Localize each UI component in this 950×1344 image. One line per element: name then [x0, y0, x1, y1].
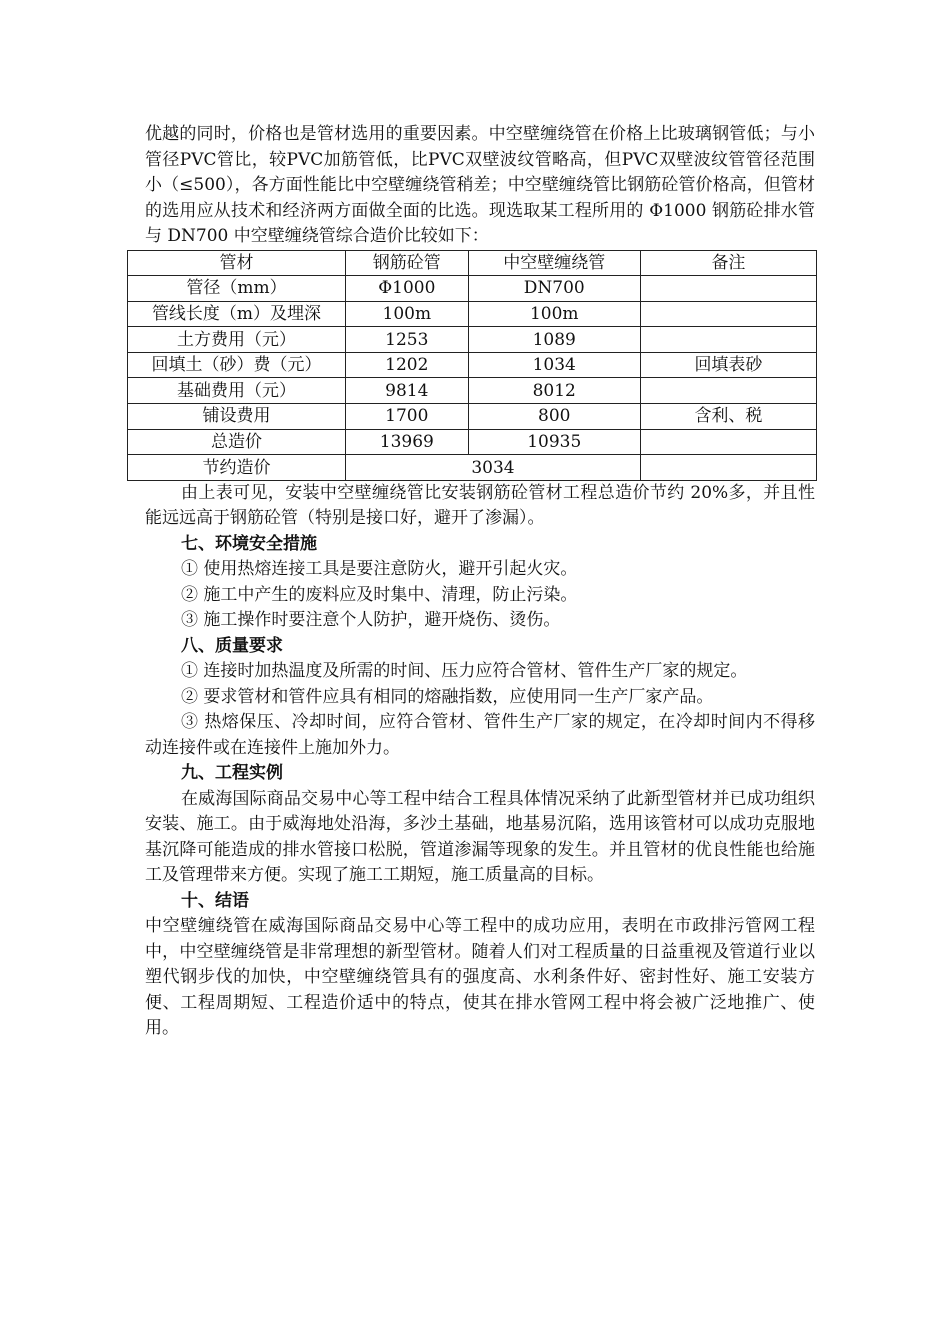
table-cell-empty [640, 455, 816, 481]
list-item: ② 施工中产生的废料应及时集中、清理，防止污染。 [181, 584, 578, 605]
table-cell: 基础费用（元） [128, 378, 346, 404]
table-cell: 13969 [346, 429, 469, 455]
document-body [145, 122, 815, 1042]
table-cell: 1253 [346, 327, 469, 353]
table-cell: 回填土（砂）费（元） [128, 352, 346, 378]
table-cell [640, 301, 816, 327]
table-cell [640, 378, 816, 404]
list-item: ② 要求管材和管件应具有相同的熔融指数，应使用同一生产厂家产品。 [181, 686, 714, 707]
table-cell: 100m [468, 301, 640, 327]
table-cell: 土方费用（元） [128, 327, 346, 353]
table-cell: 1700 [346, 404, 469, 430]
savings-value: 3034 [346, 455, 641, 481]
table-header-row [128, 250, 817, 276]
table-row [128, 404, 817, 430]
table-row [128, 429, 817, 455]
list-item: ③ 施工操作时要注意个人防护，避开烧伤、烫伤。 [181, 610, 561, 631]
table-cell: 1089 [468, 327, 640, 353]
intro-paragraph: 优越的同时，价格也是管材选用的重要因素。中空壁缠绕管在价格上比玻璃钢管低；与小管径PVC管比，较PVC加筋管低，比PVC双壁波纹管略高，但PVC双壁波纹管管径范围小（≤500），各方面性能比中空壁缠绕管稍差；中空壁缠绕管比钢筋砼管价格高，但管材的选用应从技术和经济两方面做全面的比选。现选取某工程所用的 Φ1000 钢筋砼排水管与 DN700 中空壁缠绕管综合造价比较如下： [145, 124, 815, 246]
table-row-savings [128, 455, 817, 481]
list-item: ③ 热熔保压、冷却时间，应符合管材、管件生产厂家的规定，在冷却时间内不得移动连接件或在连接件上施加外力。 [145, 712, 815, 758]
section-9-title: 九、工程实例 [181, 763, 283, 784]
savings-label: 节约造价 [128, 455, 346, 481]
table-header: 管材 [128, 250, 346, 276]
table-header: 中空壁缠绕管 [468, 250, 640, 276]
table-row [128, 301, 817, 327]
table-cell: 总造价 [128, 429, 346, 455]
table-cell: DN700 [468, 276, 640, 302]
table-cell: 10935 [468, 429, 640, 455]
table-cell: 1202 [346, 352, 469, 378]
section-9-text: 在威海国际商品交易中心等工程中结合工程具体情况采纳了此新型管材并已成功组织安装、施工。由于威海地处沿海，多沙土基础，地基易沉陷，选用该管材可以成功克服地基沉降可能造成的排水管接口松脱，管道渗漏等现象的发生。并且管材的优良性能也给施工及管理带来方便。实现了施工工期短，施工质量高的目标。 [145, 788, 815, 886]
table-cell: 铺设费用 [128, 404, 346, 430]
table-row [128, 327, 817, 353]
section-8-title: 八、质量要求 [181, 635, 283, 656]
table-cell: 100m [346, 301, 469, 327]
table-cell: 1034 [468, 352, 640, 378]
list-item: ① 使用热熔连接工具是要注意防火，避开引起火灾。 [181, 559, 578, 580]
table-cell: Φ1000 [346, 276, 469, 302]
table-cell [640, 276, 816, 302]
table-row [128, 378, 817, 404]
section-10-title: 十、结语 [181, 890, 249, 911]
table-row [128, 352, 817, 378]
table-cell [640, 429, 816, 455]
table-cell: 800 [468, 404, 640, 430]
table-cell: 回填表砂 [640, 352, 816, 378]
table-header: 备注 [640, 250, 816, 276]
table-cell: 管线长度（m）及埋深 [128, 301, 346, 327]
table-cell: 含利、税 [640, 404, 816, 430]
section-10-text: 中空壁缠绕管在威海国际商品交易中心等工程中的成功应用，表明在市政排污管网工程中，中空壁缠绕管是非常理想的新型管材。随着人们对工程质量的日益重视及管道行业以塑代钢步伐的加快，中空壁缠绕管具有的强度高、水利条件好、密封性好、施工安装方便、工程周期短、工程造价适中的特点，使其在排水管网工程中将会被广泛地推广、使用。 [145, 916, 815, 1039]
table-header: 钢筋砼管 [346, 250, 469, 276]
table-row [128, 276, 817, 302]
section-7-title: 七、环境安全措施 [181, 533, 317, 554]
table-cell: 管径（mm） [128, 276, 346, 302]
table-cell: 9814 [346, 378, 469, 404]
table-cell: 8012 [468, 378, 640, 404]
table-conclusion: 由上表可见，安装中空壁缠绕管比安装钢筋砼管材工程总造价节约 20%多，并且性能远远高于钢筋砼管（特别是接口好，避开了渗漏）。 [145, 482, 815, 529]
cost-comparison-table [127, 250, 817, 481]
list-item: ① 连接时加热温度及所需的时间、压力应符合管材、管件生产厂家的规定。 [181, 661, 748, 682]
table-cell [640, 327, 816, 353]
